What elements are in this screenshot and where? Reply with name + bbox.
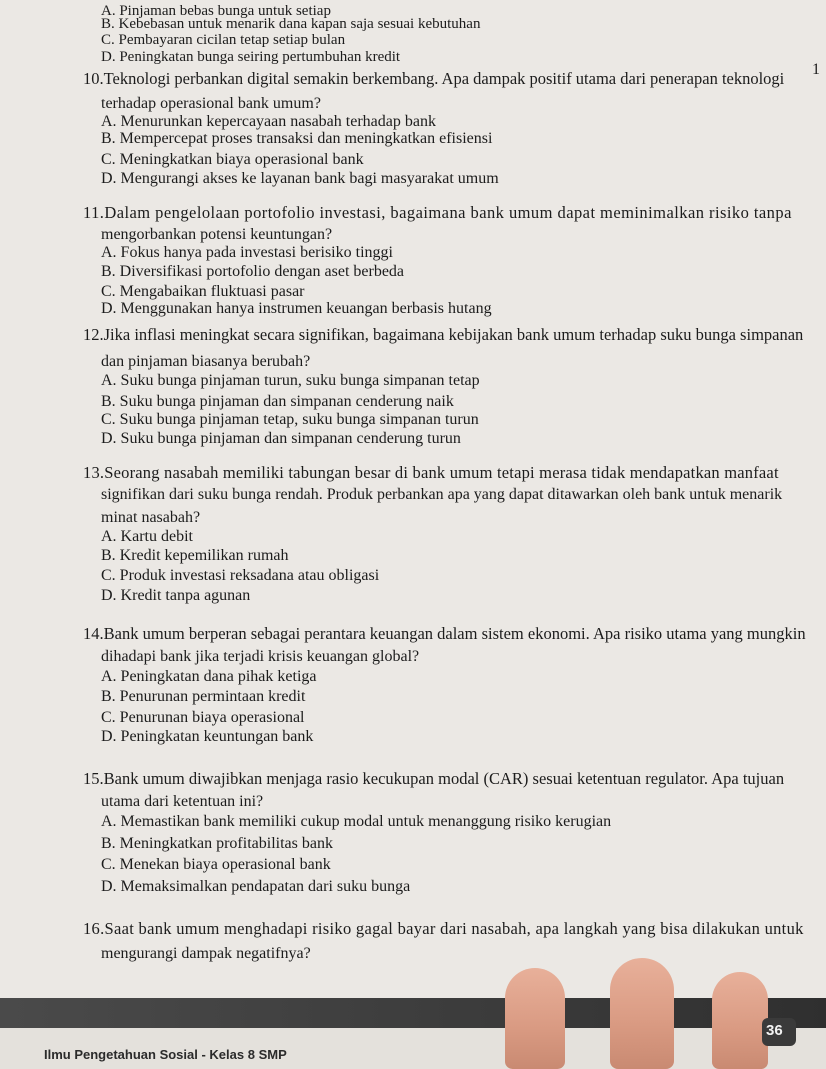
margin-number: 1 bbox=[812, 61, 820, 78]
q10-option-d: D. Mengurangi akses ke layanan bank bagi masyarakat umum bbox=[101, 170, 499, 187]
q15-option-b: B. Meningkatkan profitabilitas bank bbox=[101, 835, 333, 852]
q11-stem: 11.Dalam pengelolaan portofolio investasi, bagaimana bank umum dapat meminimalkan risiko tanpa bbox=[83, 203, 792, 222]
q14-option-d: D. Peningkatan keuntungan bank bbox=[101, 728, 314, 745]
q12-stem: 12.Jika inflasi meningkat secara signifikan, bagaimana kebijakan bank umum terhadap suku bunga simpanan bbox=[83, 325, 804, 344]
q14-option-c: C. Penurunan biaya operasional bbox=[101, 709, 305, 726]
q13-option-b: B. Kredit kepemilikan rumah bbox=[101, 547, 289, 564]
footer-bar bbox=[0, 998, 826, 1028]
q15-option-c: C. Menekan biaya operasional bank bbox=[101, 856, 331, 873]
q10-option-b: B. Mempercepat proses transaksi dan meningkatkan efisiensi bbox=[101, 130, 493, 147]
q16-stem: 16.Saat bank umum menghadapi risiko gagal bayar dari nasabah, apa langkah yang bisa dilakukan untuk bbox=[83, 919, 804, 938]
q12-stem-cont: dan pinjaman biasanya berubah? bbox=[101, 353, 311, 370]
q15-option-d: D. Memaksimalkan pendapatan dari suku bunga bbox=[101, 878, 411, 895]
q13-stem: 13.Seorang nasabah memiliki tabungan besar di bank umum tetapi merasa tidak mendapatkan manfaat bbox=[83, 463, 779, 482]
intro-option-b: B. Kebebasan untuk menarik dana kapan saja sesuai kebutuhan bbox=[101, 16, 481, 32]
q16-stem-cont: mengurangi dampak negatifnya? bbox=[101, 945, 311, 962]
q11-stem-cont: mengorbankan potensi keuntungan? bbox=[101, 226, 333, 243]
q15-option-a: A. Memastikan bank memiliki cukup modal untuk menanggung risiko kerugian bbox=[101, 813, 612, 830]
q15-stem-cont: utama dari ketentuan ini? bbox=[101, 793, 264, 810]
q10-option-a: A. Menurunkan kepercayaan nasabah terhadap bank bbox=[101, 113, 436, 130]
q13-option-c: C. Produk investasi reksadana atau obligasi bbox=[101, 567, 380, 584]
q13-option-a: A. Kartu debit bbox=[101, 528, 193, 545]
q14-stem: 14.Bank umum berperan sebagai perantara keuangan dalam sistem ekonomi. Apa risiko utama yang mungkin bbox=[83, 624, 806, 643]
q10-stem-cont: terhadap operasional bank umum? bbox=[101, 95, 321, 112]
q10-stem: 10.Teknologi perbankan digital semakin berkembang. Apa dampak positif utama dari penerapan teknologi bbox=[83, 69, 785, 88]
q13-option-d: D. Kredit tanpa agunan bbox=[101, 587, 251, 604]
finger-shape bbox=[610, 958, 674, 1069]
q13-stem-cont2: minat nasabah? bbox=[101, 509, 201, 526]
q14-stem-cont: dihadapi bank jika terjadi krisis keuangan global? bbox=[101, 648, 420, 665]
q11-option-d: D. Menggunakan hanya instrumen keuangan berbasis hutang bbox=[101, 300, 492, 317]
finger-shape bbox=[712, 972, 768, 1069]
footer-subject: Ilmu Pengetahuan Sosial - Kelas 8 SMP bbox=[44, 1047, 287, 1062]
q11-option-c: C. Mengabaikan fluktuasi pasar bbox=[101, 283, 305, 300]
intro-option-a: A. Pinjaman bebas bunga untuk setiap bbox=[101, 3, 331, 19]
q14-option-b: B. Penurunan permintaan kredit bbox=[101, 688, 306, 705]
q11-option-b: B. Diversifikasi portofolio dengan aset berbeda bbox=[101, 263, 405, 280]
page-number: 36 bbox=[766, 1022, 783, 1039]
intro-option-d: D. Peningkatan bunga seiring pertumbuhan kredit bbox=[101, 49, 401, 65]
q10-option-c: C. Meningkatkan biaya operasional bank bbox=[101, 151, 364, 168]
q12-option-a: A. Suku bunga pinjaman turun, suku bunga simpanan tetap bbox=[101, 372, 480, 389]
intro-option-c: C. Pembayaran cicilan tetap setiap bulan bbox=[101, 32, 346, 48]
q12-option-c: C. Suku bunga pinjaman tetap, suku bunga simpanan turun bbox=[101, 411, 479, 428]
q15-stem: 15.Bank umum diwajibkan menjaga rasio kecukupan modal (CAR) sesuai ketentuan regulator. Apa tujuan bbox=[83, 769, 785, 788]
q12-option-b: B. Suku bunga pinjaman dan simpanan cenderung naik bbox=[101, 393, 454, 410]
q11-option-a: A. Fokus hanya pada investasi berisiko tinggi bbox=[101, 244, 393, 261]
q13-stem-cont: signifikan dari suku bunga rendah. Produk perbankan apa yang dapat ditawarkan oleh bank untuk menarik bbox=[101, 486, 783, 503]
finger-shape bbox=[505, 968, 565, 1069]
q14-option-a: A. Peningkatan dana pihak ketiga bbox=[101, 668, 317, 685]
q12-option-d: D. Suku bunga pinjaman dan simpanan cenderung turun bbox=[101, 430, 461, 447]
